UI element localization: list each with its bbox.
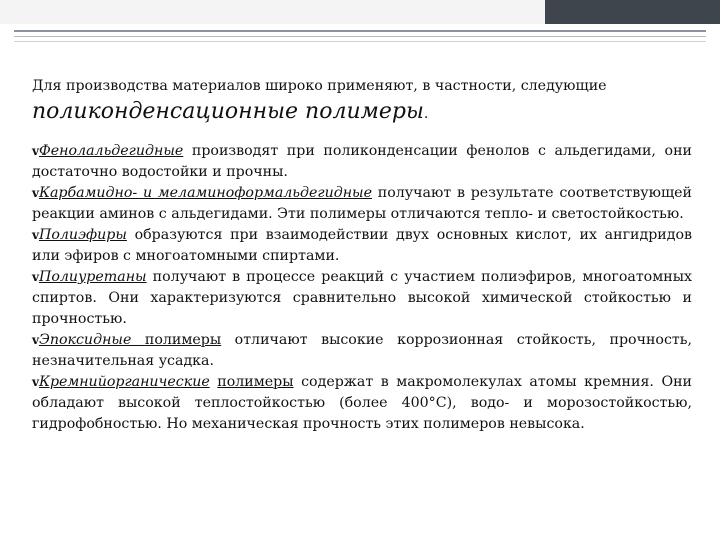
item-term: Фенолальдегидные <box>38 143 184 159</box>
header-rule-1 <box>14 30 706 32</box>
intro-paragraph <box>32 76 692 127</box>
item-term-extra: полимеры <box>217 374 294 390</box>
item-text: содержат в макромолекулах атомы кремния. Они обладают высокой теплостойкостью (более 400°С), водо- и морозостойкостью, гидрофобностью. Но механическая прочность этих полимеров невысока. <box>32 374 692 432</box>
item-text: отличают высокие коррозионная стойкость, прочность, незначительная усадка. <box>32 332 692 369</box>
item-term: Кремнийорганические <box>38 374 210 390</box>
item-term-extra: полимеры <box>144 332 222 348</box>
item-term: Эпоксидные <box>38 332 145 348</box>
intro-text: Для производства материалов широко применяют, в частности, следующие <box>32 78 607 94</box>
polymer-list <box>32 141 692 435</box>
bullet-icon: v <box>32 375 39 389</box>
item-text: образуются при взаимодействии двух основных кислот, их ангидридов или эфиров с многоатомными спиртами. <box>32 227 692 264</box>
bullet-icon: v <box>32 228 39 242</box>
list-item-polyester <box>32 225 692 267</box>
item-term: Карбамидно- и меламиноформальдегидные <box>38 185 373 201</box>
item-term: Полиэфиры <box>38 227 127 243</box>
bullet-icon: v <box>32 270 39 284</box>
bullet-icon: v <box>32 333 39 347</box>
list-item-epoxy <box>32 330 692 372</box>
bullet-icon: v <box>32 186 39 200</box>
header-rule-3 <box>14 41 706 42</box>
header-rule-2 <box>14 36 706 37</box>
intro-emphasis: поликонденсационные полимеры <box>32 99 424 124</box>
slide-content <box>32 76 692 435</box>
item-text: производят при поликонденсации фенолов с альдегидами, они достаточно водостойки и прочны. <box>32 143 692 180</box>
bullet-icon: v <box>32 144 39 158</box>
list-item-phenol <box>32 141 692 183</box>
item-term: Полиуретаны <box>38 269 147 285</box>
intro-end: . <box>423 106 429 122</box>
item-text: получают в процессе реакций с участием полиэфиров, многоатомных спиртов. Они характеризуются сравнительно высокой химической стойкостью и прочностью. <box>32 269 692 327</box>
item-text: получают в результате соответствующей реакции аминов с альдегидами. Эти полимеры отличаются тепло- и светостойкостью. <box>32 185 692 222</box>
list-item-silicone <box>32 372 692 435</box>
header-accent-block <box>545 0 720 24</box>
list-item-polyurethane <box>32 267 692 330</box>
list-item-carbamide <box>32 183 692 225</box>
